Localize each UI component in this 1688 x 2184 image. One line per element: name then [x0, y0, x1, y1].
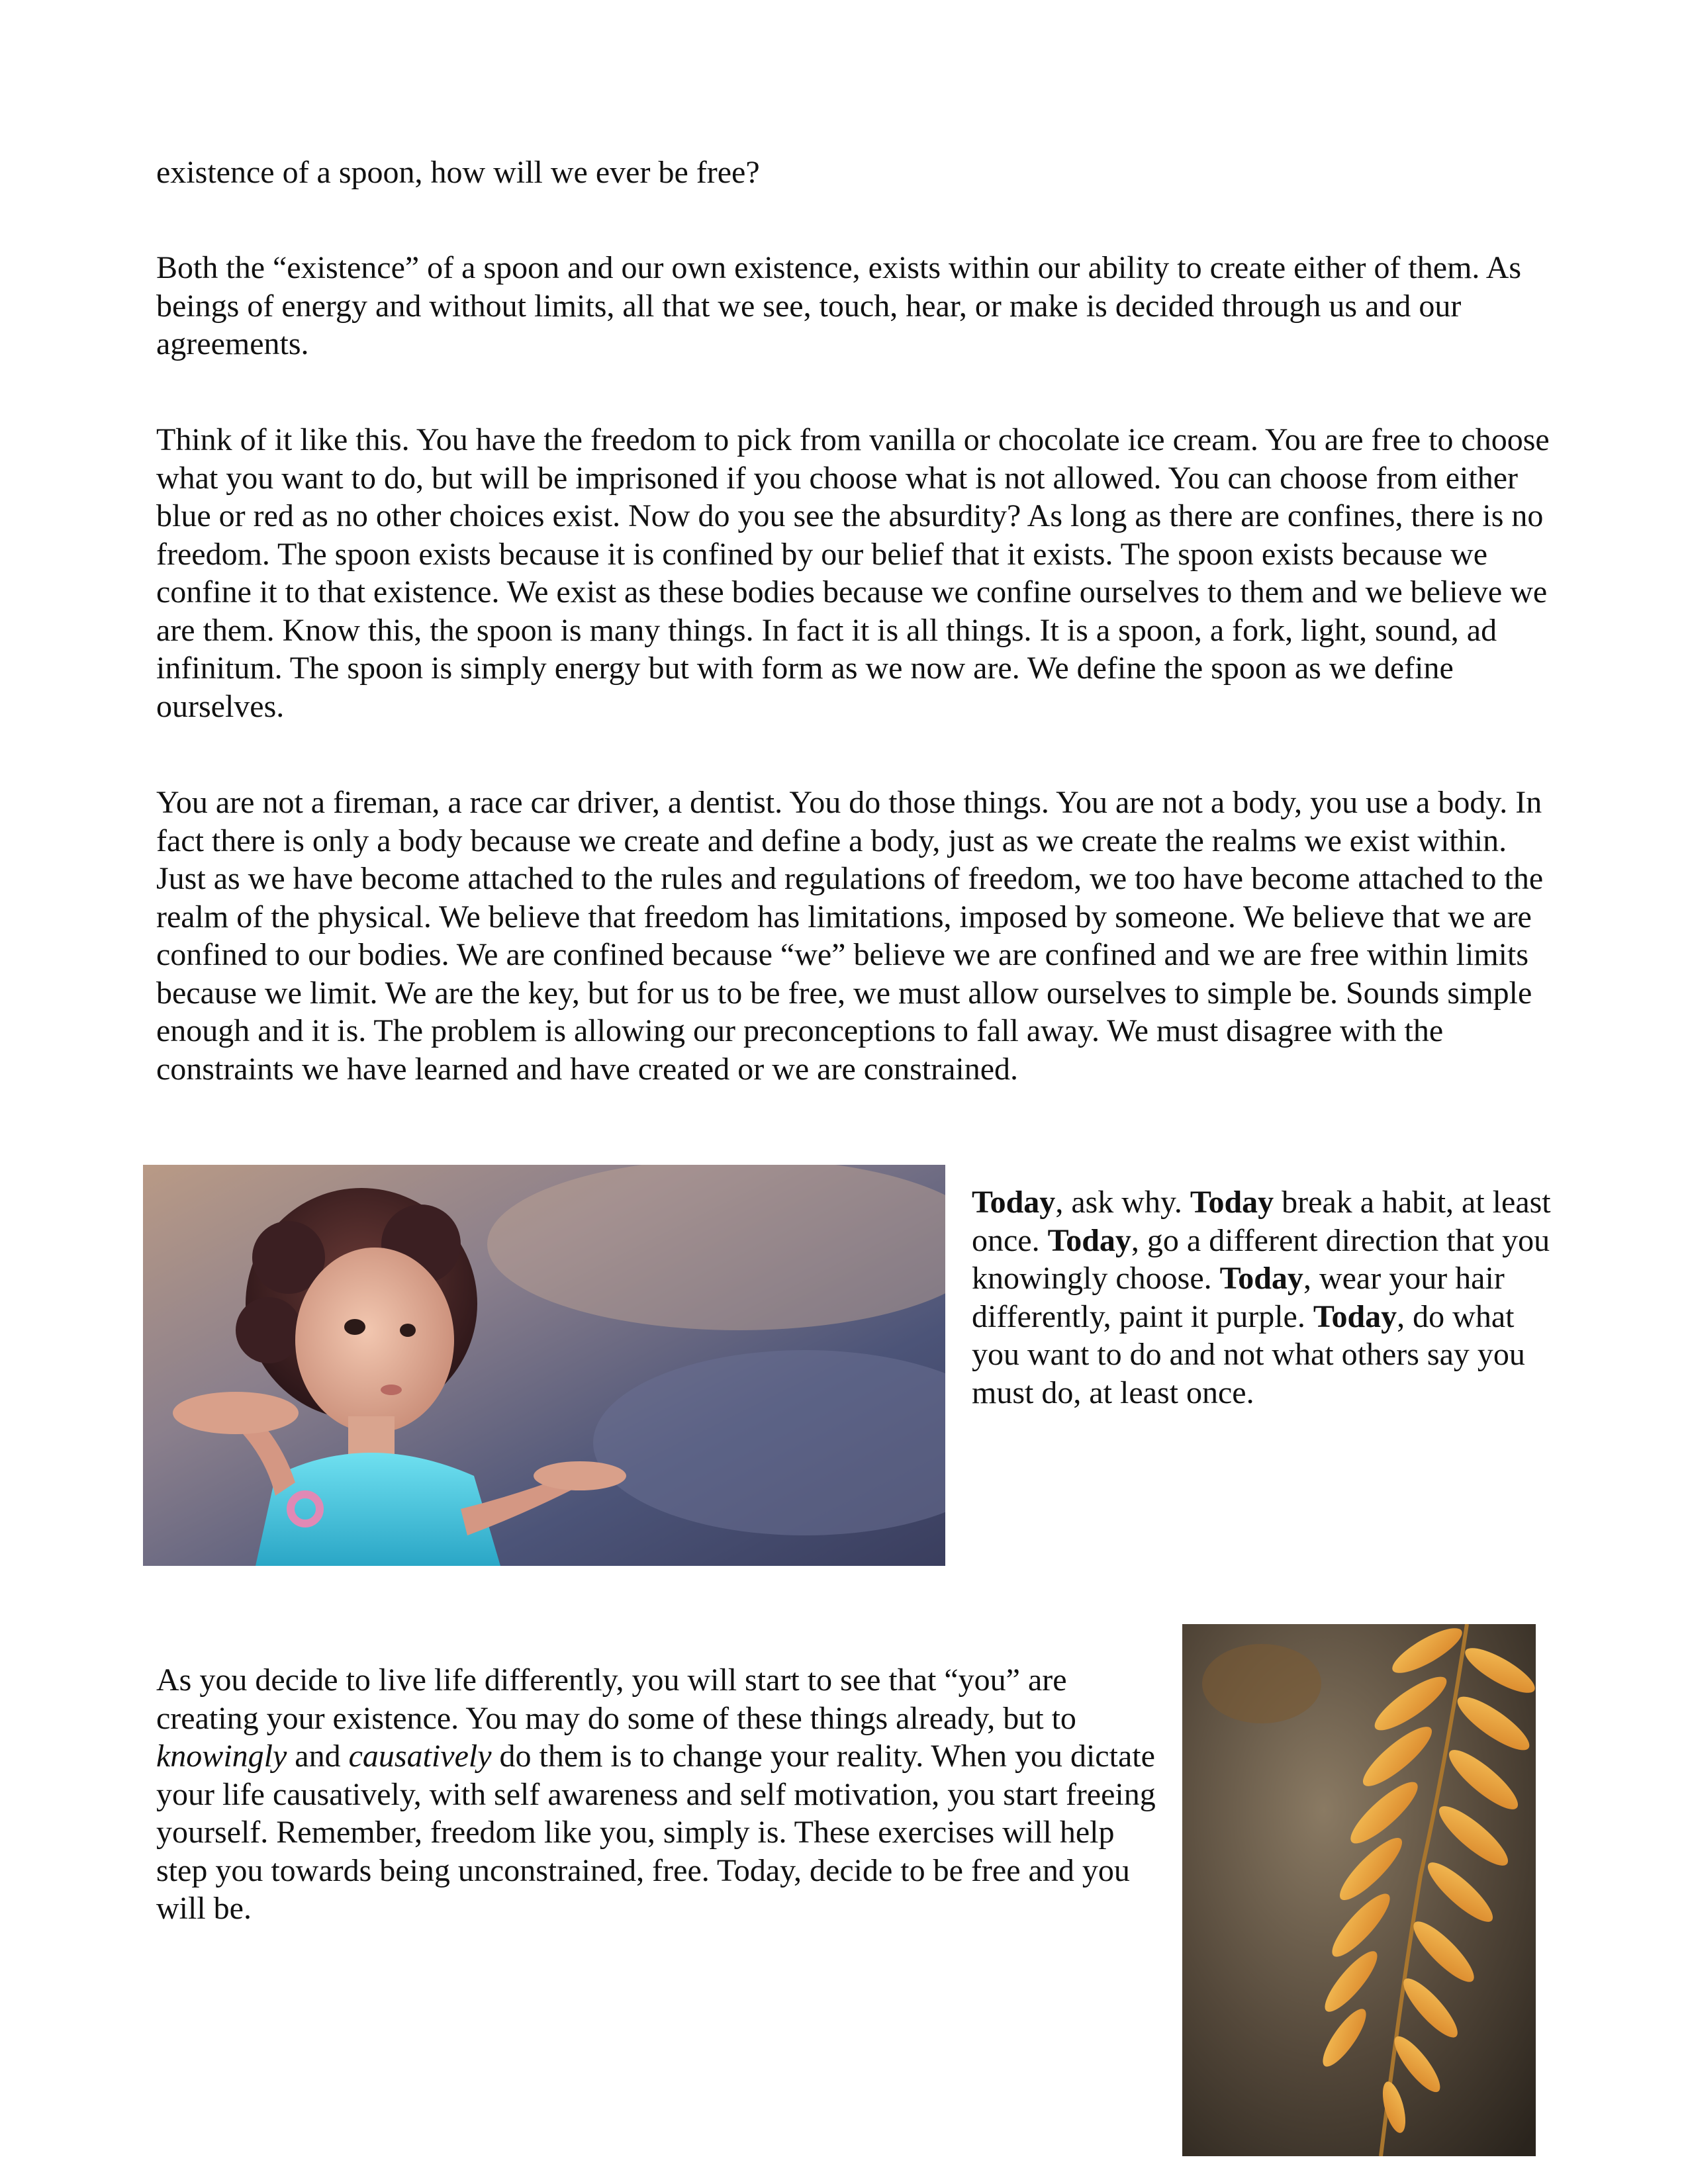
today-word-1: Today	[972, 1185, 1056, 1220]
today-sentence-3: , go a different direction that you knowingly choose.	[972, 1222, 1550, 1296]
leaves-photo	[1182, 1624, 1536, 2156]
today-word-4: Today	[1219, 1261, 1303, 1296]
today-word-5: Today	[1313, 1298, 1397, 1334]
paragraph-1: existence of a spoon, how will we ever be free?	[156, 155, 760, 190]
today-word-2: Today	[1190, 1185, 1274, 1220]
closing-causatively: causatively	[348, 1739, 492, 1774]
closing-and: and	[287, 1739, 349, 1774]
paragraph-4: You are not a fireman, a race car driver, a dentist. You do those things. You are not a body, you use a body. In fact there is only a body because we create and define a body, just as we create the realms we exist within. Just as we have become attached to the rules and regulations of freedom, we too have become attached to the realm of the physical. We believe that freedom has limitations, imposed by someone. We believe that we are confined to our bodies. We are confined because “we” believe we are confined and we are free within limits because we limit. We are the key, but for us to be free, we must allow ourselves to simple be. Sounds simple enough and it is. The problem is allowing our preconceptions to fall away. We must disagree with the constraints we have learned and have created or we are constrained.	[156, 785, 1544, 1087]
today-sentence-5: , do what you want to do and not what others say you must do, at least once.	[972, 1298, 1525, 1410]
closing-part-a: As you decide to live life differently, you will start to see that “you” are creating your existence. You may do some of these things already, but to	[156, 1662, 1076, 1736]
paragraph-3: Think of it like this. You have the freedom to pick from vanilla or chocolate ice cream. You are free to choose what you want to do, but will be imprisoned if you choose what is not allowed. You can choose from either blue or red as no other choices exist. Now do you see the absurdity? As long as there are confines, there is no freedom. The spoon exists because it is confined by our belief that it exists. The spoon exists because we confine it to that existence. We exist as these bodies because we confine ourselves to them and we believe we are them. Know this, the spoon is many things. In fact it is all things. It is a spoon, a fork, light, sound, ad infinitum. The spoon is simply energy but with form as we now are. We define the spoon as we define ourselves.	[156, 422, 1550, 724]
today-word-3: Today	[1047, 1222, 1131, 1258]
paragraph-2: Both the “existence” of a spoon and our own existence, exists within our ability to create either of them. As beings of energy and without limits, all that we see, touch, hear, or make is decided through us and our agreements.	[156, 250, 1522, 361]
today-sentence-1: , ask why.	[1055, 1185, 1190, 1220]
today-paragraph	[972, 1183, 1554, 1412]
today-sentence-4: , wear your hair differently, paint it purple.	[972, 1261, 1505, 1334]
child-photo	[143, 1165, 945, 1566]
today-sentence-2: break a habit, at least once.	[972, 1185, 1551, 1258]
closing-paragraph	[156, 1661, 1162, 1928]
closing-part-b: do them is to change your reality. When you dictate your life causatively, with self awareness and self motivation, you start freeing yourself. Remember, freedom like you, simply is. These exercises will help step you towards being unconstrained, free. Today, decide to be free and you will be.	[156, 1739, 1156, 1926]
closing-knowingly: knowingly	[156, 1739, 287, 1774]
